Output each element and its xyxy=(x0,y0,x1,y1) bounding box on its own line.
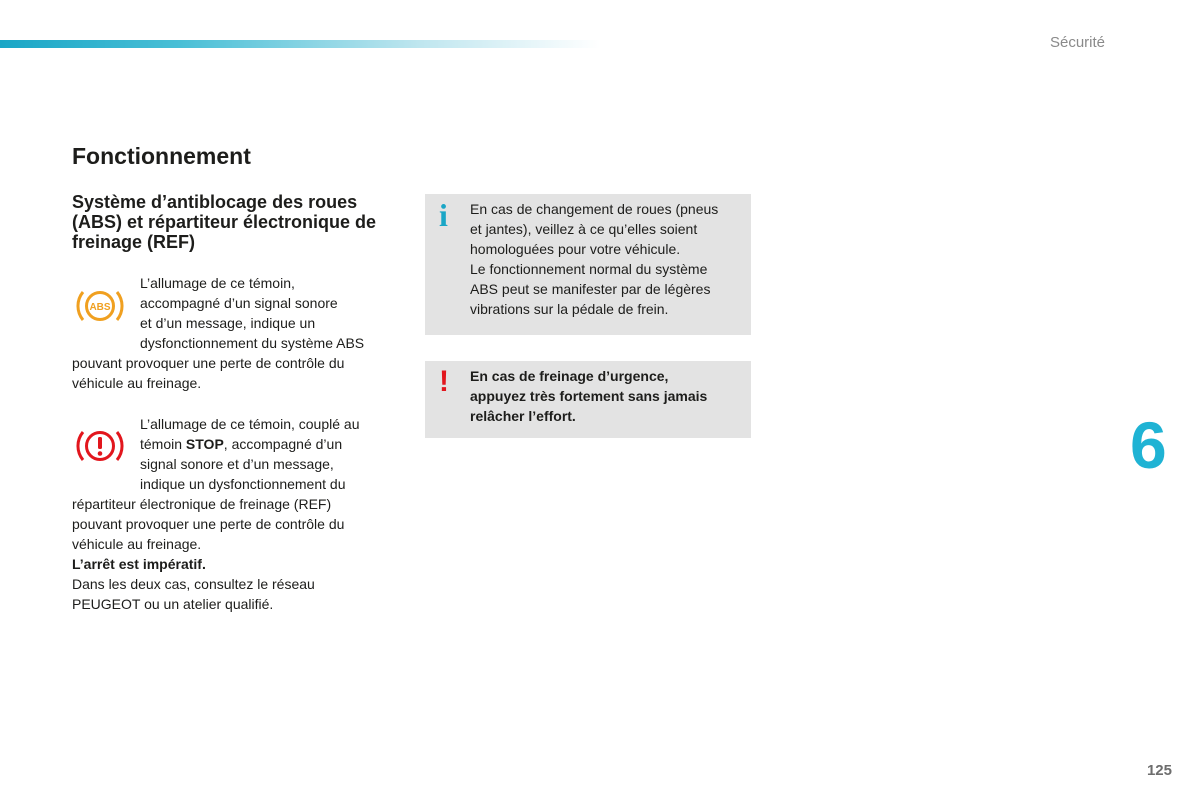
abs-line: et d’un message, indique un xyxy=(140,315,316,331)
abs-line: L’allumage de ce témoin, xyxy=(140,275,295,291)
section-label: Sécurité xyxy=(1049,34,1105,51)
ref-line: véhicule au freinage. xyxy=(72,536,202,552)
stop-label: STOP xyxy=(185,436,224,452)
stop-warning-text: L’arrêt est impératif. xyxy=(72,556,206,572)
ref-line: pouvant provoquer une perte de contrôle du xyxy=(72,516,345,532)
ref-line: indique un dysfonctionnement du xyxy=(140,476,346,492)
page-heading: Fonctionnement xyxy=(72,143,251,169)
subheading: Système d’antiblocage des roues (ABS) et répartiteur électronique de freinage (REF) xyxy=(72,192,377,252)
abs-icon-label: ABS xyxy=(89,302,111,313)
info-box xyxy=(425,194,751,335)
warning-box xyxy=(425,361,751,438)
warning-text: En cas de freinage d’urgence, appuyez très fortement sans jamais relâcher l’effort. xyxy=(470,368,708,424)
abs-line: pouvant provoquer une perte de contrôle du xyxy=(72,355,345,371)
ref-description xyxy=(72,414,402,614)
abs-description xyxy=(72,273,402,393)
header-gradient-band xyxy=(0,40,600,48)
info-text: En cas de changement de roues (pneus et jantes), veillez à ce qu’elles soient homologuées pour votre véhicule. Le fonctionnement normal du système ABS peut se manifester par de légères vibrations sur la pédale de frein. xyxy=(470,201,719,317)
ref-line: L’allumage de ce témoin, couplé au xyxy=(140,416,360,432)
chapter-number: 6 xyxy=(1130,408,1167,482)
advice-line: PEUGEOT ou un atelier qualifié. xyxy=(72,596,274,612)
advice-line: Dans les deux cas, consultez le réseau xyxy=(72,576,315,592)
ref-line: témoin STOP, accompagné d’un xyxy=(140,436,343,452)
info-icon: i xyxy=(439,197,448,233)
abs-line: accompagné d’un signal sonore xyxy=(140,295,338,311)
ref-line: signal sonore et d’un message, xyxy=(140,456,334,472)
exclamation-icon: ! xyxy=(439,365,449,398)
abs-line: dysfonctionnement du système ABS xyxy=(140,335,365,351)
ref-line: répartiteur électronique de freinage (REF) xyxy=(72,496,332,512)
page-number: 125 xyxy=(1146,762,1172,779)
abs-line: véhicule au freinage. xyxy=(72,375,202,391)
